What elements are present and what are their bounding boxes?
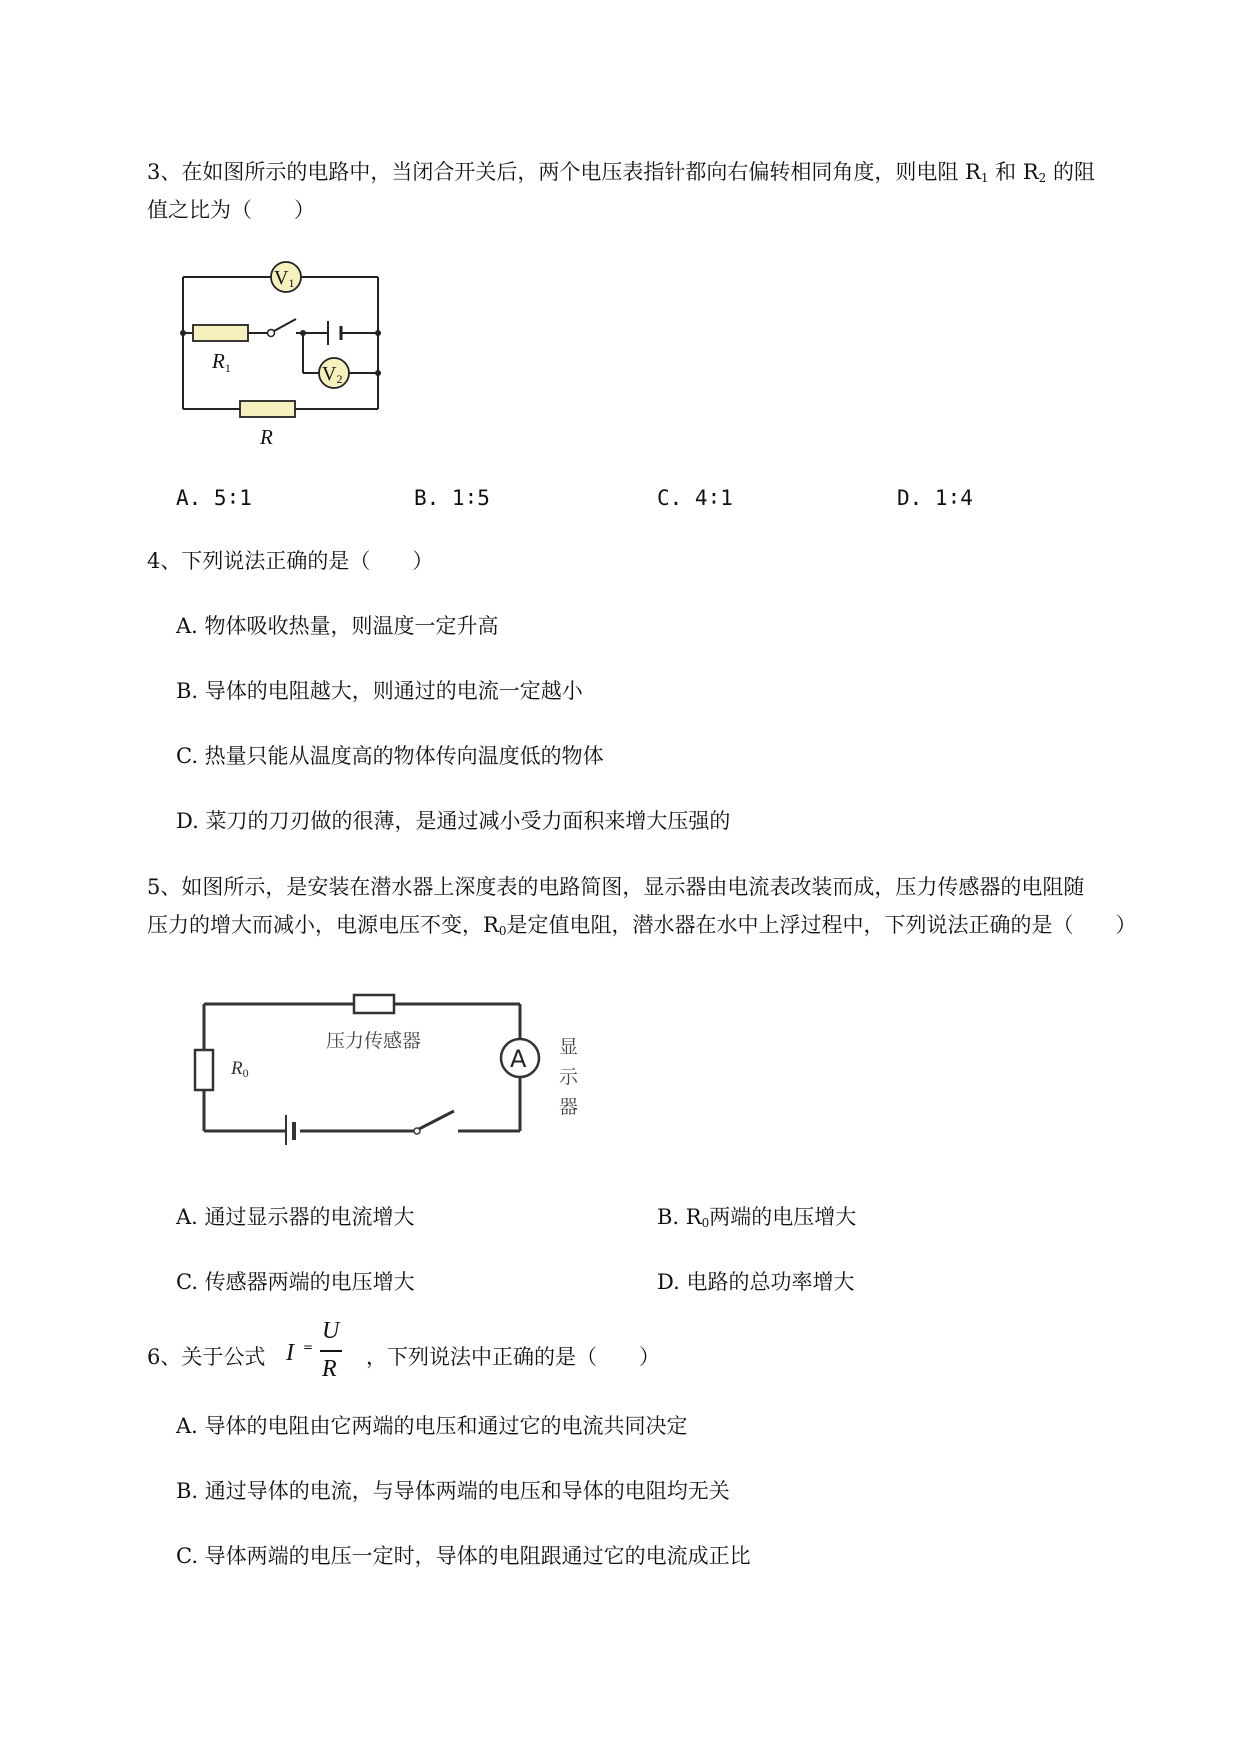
q5-stem-line2-a: 压力的增大而减小，电源电压不变，R <box>147 913 499 937</box>
q3-option-b[interactable]: B. 1∶5 <box>414 486 490 510</box>
q5-stem-line2-b: 是定值电阻，潜水器在水中上浮过程中，下列说法正确的是（ ） <box>506 913 1137 937</box>
q3-option-a[interactable]: A. 5∶1 <box>176 486 252 510</box>
q4-option-c[interactable]: C. 热量只能从温度高的物体传向温度低的物体 <box>176 744 604 768</box>
q3-option-d[interactable]: D. 1∶4 <box>897 486 973 510</box>
q3-r-label: R <box>260 425 273 449</box>
q3-v1-sub: 1 <box>288 276 295 290</box>
q6-option-b[interactable]: B. 通过导体的电流，与导体两端的电压和导体的电阻均无关 <box>176 1479 730 1503</box>
q5-option-b[interactable] <box>657 1203 856 1237</box>
q6-formula-i: I <box>286 1340 294 1366</box>
q5-r0-sub: 0 <box>498 924 507 938</box>
svg-text:R0 <box>230 1058 249 1080</box>
q6-stem-a: 6、关于公式 <box>147 1345 266 1369</box>
svg-text:R1 <box>211 349 231 375</box>
q3-v1-letter: V <box>274 267 289 289</box>
q3-stem-line2: 值之比为（ ） <box>147 198 315 222</box>
q3-v2-sub: 2 <box>336 372 343 386</box>
q5-stem-line1: 5、如图所示，是安装在潜水器上深度表的电路简图，显示器由电流表改装而成，压力传感器的电阻随 <box>147 875 1085 899</box>
q3-stem-text-b: 和 R <box>988 160 1039 184</box>
q5-ammeter-letter: A <box>510 1045 527 1073</box>
q5-stem-line2 <box>147 911 1136 945</box>
q5-option-d[interactable]: D. 电路的总功率增大 <box>657 1270 855 1294</box>
q5-r0-label-sub: 0 <box>242 1066 249 1080</box>
q5-display-char-2: 示 <box>559 1066 579 1088</box>
q3-stem-line1 <box>147 158 1095 192</box>
q5-circuit-diagram <box>190 985 600 1145</box>
q3-r1-label: R <box>212 349 225 373</box>
q5-option-c[interactable]: C. 传感器两端的电压增大 <box>176 1270 415 1294</box>
q6-formula-numerator: U <box>322 1318 340 1344</box>
q6-option-c[interactable]: C. 导体两端的电压一定时，导体的电阻跟通过它的电流成正比 <box>176 1544 751 1568</box>
q5-option-a[interactable]: A. 通过显示器的电流增大 <box>176 1205 415 1229</box>
q3-stem-text-a: 3、在如图所示的电路中，当闭合开关后，两个电压表指针都向右偏转相同角度，则电阻 R <box>147 160 981 184</box>
q5-resistor-r0 <box>195 1050 213 1090</box>
q3-v2-letter: V <box>322 363 337 385</box>
q5-display-char-3: 器 <box>559 1096 579 1118</box>
q3-stem-text-c: 的阻 <box>1046 160 1095 184</box>
q6-fraction-bar <box>320 1350 342 1352</box>
q5-option-b-a: B. R <box>657 1205 702 1229</box>
q3-circuit-diagram <box>170 255 400 455</box>
q4-option-b[interactable]: B. 导体的电阻越大，则通过的电流一定越小 <box>176 679 583 703</box>
q6-stem-b: ，下列说法中正确的是（ ） <box>366 1345 660 1369</box>
q5-option-b-sub: 0 <box>701 1216 710 1230</box>
q3-r1-sub: 1 <box>980 171 989 185</box>
q5-r0-letter: R <box>231 1058 243 1079</box>
q3-resistor-r <box>240 401 295 417</box>
q5-pressure-sensor <box>354 995 394 1013</box>
q3-resistor-r1 <box>193 325 248 341</box>
q3-option-c[interactable]: C. 4∶1 <box>657 486 733 510</box>
q6-formula-eq: = <box>303 1340 314 1354</box>
q4-option-d[interactable]: D. 菜刀的刀刃做的很薄，是通过减小受力面积来增大压强的 <box>176 809 731 833</box>
q4-stem: 4、下列说法正确的是（ ） <box>147 549 434 573</box>
q5-sensor-label: 压力传感器 <box>326 1030 422 1052</box>
q5-option-b-b: 两端的电压增大 <box>709 1205 857 1229</box>
q5-display-char-1: 显 <box>559 1036 579 1058</box>
q4-option-a[interactable]: A. 物体吸收热量，则温度一定升高 <box>176 614 499 638</box>
q3-r1-label-sub: 1 <box>224 361 231 375</box>
q6-formula-denominator: R <box>322 1356 337 1382</box>
q3-r2-sub: 2 <box>1038 171 1047 185</box>
q6-option-a[interactable]: A. 导体的电阻由它两端的电压和通过它的电流共同决定 <box>176 1414 688 1438</box>
